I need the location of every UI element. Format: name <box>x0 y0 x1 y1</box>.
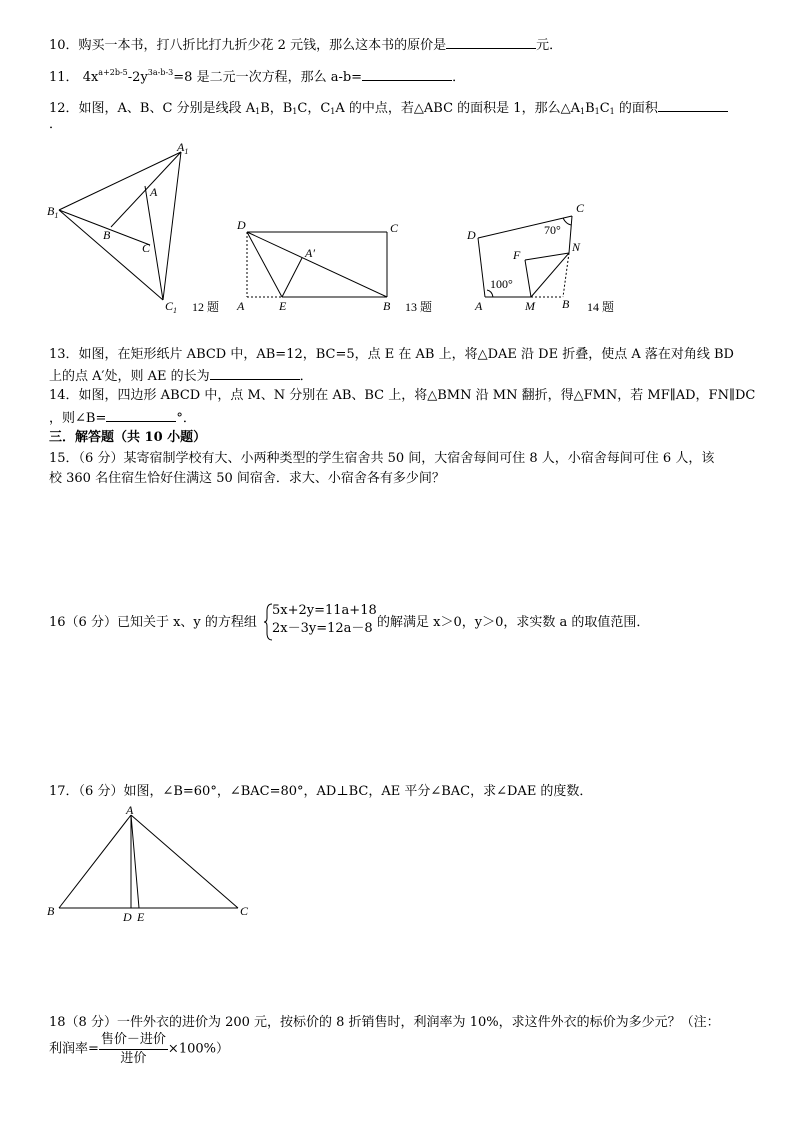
fig12-label-a1: $A_1$ <box>177 140 189 156</box>
q18-fraction-numerator: 售价－进价 <box>99 1031 168 1050</box>
fig13-diagonal-db <box>247 232 387 297</box>
fig13-fold-ea2 <box>282 258 302 297</box>
q12-answer-blank[interactable] <box>658 98 728 112</box>
q10-answer-blank[interactable] <box>446 35 536 49</box>
q12-sub-4: 1 <box>579 107 586 116</box>
fig17-bisector-ae <box>131 815 139 908</box>
fig13-label-a2: A′ <box>305 246 315 260</box>
q16-equation-system <box>272 602 377 638</box>
q12-sub-6: 1 <box>609 107 615 116</box>
q14-text: ，则∠B= <box>49 411 107 426</box>
figure-13 <box>235 215 445 315</box>
q12-text-g: 的面积 <box>614 101 658 116</box>
q11-term-y: -2y <box>127 70 148 85</box>
fig13-caption: 13 题 <box>405 300 433 314</box>
fig13-label-e: E <box>279 299 287 313</box>
fig14-label-m: M <box>525 299 535 313</box>
question-15-line-2: 校 360 名住宿生恰好住满这 50 间宿舍．求大、小宿舍各有多少间？ <box>49 471 445 486</box>
question-14-line-2 <box>49 408 196 427</box>
fig14-angle-arc-a <box>487 290 493 297</box>
figure-17 <box>45 803 265 923</box>
q18-formula-tail: ×100%） <box>167 1041 229 1057</box>
fig14-caption: 14 题 <box>587 300 615 314</box>
question-17: 17．（6 分）如图，∠B=60°，∠BAC=80°，AD⊥BC，AE 平分∠BAC，求∠DAE 的度数． <box>49 784 593 799</box>
q12-text-a: 12．如图，A、B、C 分别是线段 A <box>49 101 256 116</box>
q12-text-c: C，C <box>297 101 331 116</box>
q12-sub-1: 1 <box>255 107 261 116</box>
fig12-label-a: A <box>150 185 158 199</box>
fig14-angle-arc-c <box>563 218 571 225</box>
figure-12 <box>45 138 245 318</box>
fig14-label-d: D <box>467 228 476 242</box>
fig17-label-d: D <box>123 910 132 924</box>
fig12-label-c: C <box>142 241 151 255</box>
question-14-line-1: 14．如图，四边形 ABCD 中，点 M、N 分别在 AB、BC 上，将△BMN 沿 MN 翻折，得△FMN，若 MF∥AD，FN∥DC <box>49 388 756 403</box>
question-13-line-1: 13．如图，在矩形纸片 ABCD 中，AB=12，BC=5，点 E 在 AB 上，将△DAE 沿 DE 折叠，使点 A 落在对角线 BD <box>49 347 734 362</box>
q11-number: 11． <box>49 70 79 85</box>
q13-text: 上的点 A′处，则 AE 的长为 <box>49 369 210 384</box>
fig13-fold-de <box>247 232 282 297</box>
q12-sub-2: 1 <box>292 107 298 116</box>
q13-end: ． <box>299 369 313 384</box>
question-12 <box>49 98 728 117</box>
q10-unit: 元． <box>536 38 563 53</box>
fig14-fold-mn <box>531 253 569 297</box>
fig17-side-ab <box>59 815 131 908</box>
figure-14 <box>462 196 642 316</box>
q11-exp-x: a+2b-5 <box>98 68 128 77</box>
q11-end: ． <box>452 70 466 85</box>
q18-formula-label: 利润率= <box>49 1041 99 1057</box>
fig14-label-b: B <box>562 297 570 311</box>
fig17-label-b: B <box>47 904 55 918</box>
fig14-side-da <box>478 238 485 297</box>
question-18-line-1: 18（8 分）一件外衣的进价为 200 元，按标价的 8 折销售时，利润率为 10%，求这件外衣的标价为多少元？（注： <box>49 1015 720 1030</box>
fig17-label-a: A <box>126 803 134 817</box>
fig14-fold-fn <box>525 253 569 260</box>
fig14-fold-mf <box>525 260 531 297</box>
fig14-label-f: F <box>513 248 521 262</box>
q12-end-dot: ． <box>49 117 63 132</box>
q12-text-e: B <box>585 101 595 116</box>
fig12-edge-c1a1 <box>163 152 181 300</box>
fig12-label-c1: $C_1$ <box>165 299 178 315</box>
q11-term-x: 4x <box>82 70 99 85</box>
question-10 <box>49 35 562 54</box>
fig13-label-d: D <box>237 218 246 232</box>
q11-exp-y: 3a-b-3 <box>147 68 174 77</box>
q10-text: 10．购买一本书，打八折比打九折少花 2 元钱，那么这本书的原价是 <box>49 38 447 53</box>
question-15-line-1: 15．（6 分）某寄宿制学校有大、小两种类型的学生宿舍共 50 间，大宿舍每间可住 8 人，小宿舍每间可住 6 人，该 <box>49 451 715 466</box>
q13-answer-blank[interactable] <box>210 366 300 380</box>
fig17-label-c: C <box>240 904 249 918</box>
fig12-edge-a1b1 <box>59 152 181 210</box>
fig14-angle-a: 100° <box>490 277 513 291</box>
question-18-line-2 <box>49 1031 229 1068</box>
fig13-label-a: A <box>237 299 245 313</box>
q14-end: °． <box>176 411 196 426</box>
fig13-label-b: B <box>383 299 391 313</box>
fig13-label-c: C <box>390 221 399 235</box>
q16-equation-2: 2x－3y=12a－8 <box>272 621 373 636</box>
q18-fraction-denominator: 进价 <box>120 1051 147 1066</box>
fig17-side-ac <box>131 815 238 908</box>
fig14-label-a: A <box>475 299 483 313</box>
fig12-segment-a1b <box>111 152 181 227</box>
fig14-label-n: N <box>572 240 581 254</box>
fig17-label-e: E <box>137 910 145 924</box>
fig14-label-c: C <box>576 201 585 215</box>
section-3-heading: 三．解答题（共 10 小题） <box>49 430 207 445</box>
q12-text-f: C <box>599 101 610 116</box>
fig12-edge-b1c1 <box>59 210 163 300</box>
q12-sub-3: 1 <box>330 107 336 116</box>
question-16-condition: 的解满足 x＞0，y＞0，求实数 a 的取值范围． <box>377 615 650 630</box>
q12-text-d: A 的中点，若△ABC 的面积是 1，那么△A <box>335 101 580 116</box>
q14-answer-blank[interactable] <box>106 408 176 422</box>
question-11 <box>49 67 465 86</box>
q16-equation-1: 5x+2y=11a+18 <box>272 603 377 618</box>
question-16-intro: 16（6 分）已知关于 x、y 的方程组 <box>49 615 257 630</box>
fig14-angle-c: 70° <box>544 223 561 237</box>
question-13-line-2 <box>49 366 313 385</box>
fig12-label-b: B <box>103 228 111 242</box>
q18-fraction <box>99 1031 168 1068</box>
q12-text-b: B，B <box>260 101 293 116</box>
fig12-label-b1: $B_1$ <box>47 204 59 220</box>
q11-text: =8 是二元一次方程，那么 a-b= <box>173 70 363 85</box>
q11-answer-blank[interactable] <box>362 67 452 81</box>
fig12-caption: 12 题 <box>192 300 220 314</box>
q12-sub-5: 1 <box>594 107 600 116</box>
